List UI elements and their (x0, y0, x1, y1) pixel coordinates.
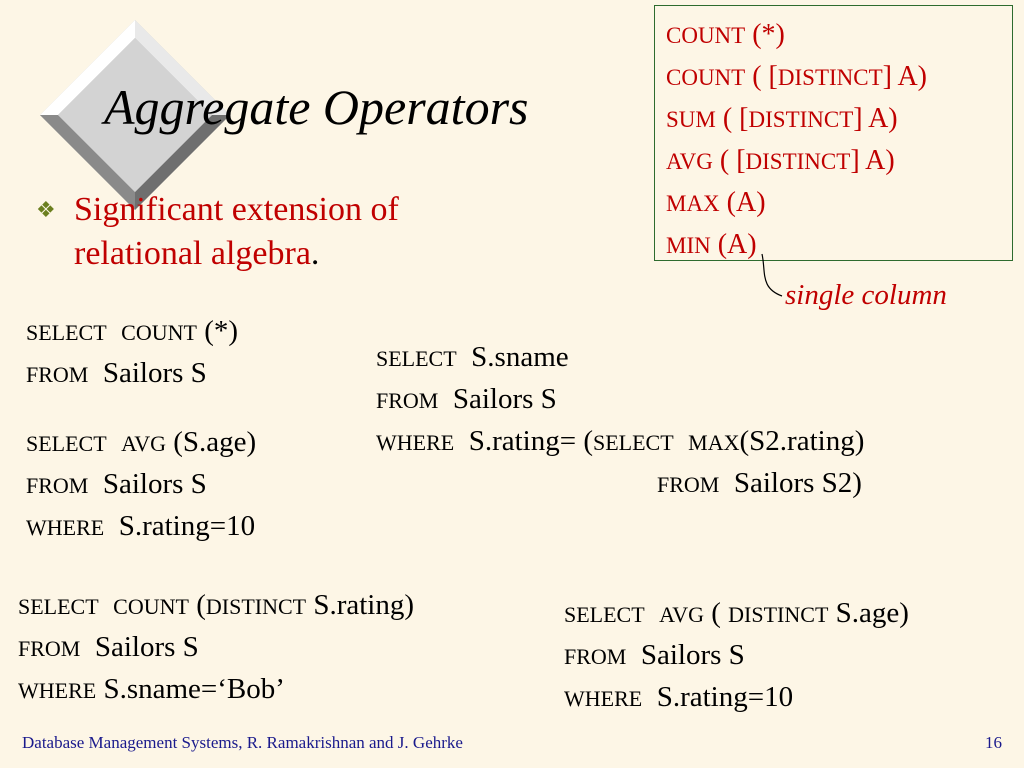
aggregate-count-distinct: COUNT ( [DISTINCT] A) (666, 61, 927, 92)
bullet-line-2-period: . (310, 235, 320, 272)
query-count-distinct: SELECT COUNT (DISTINCT S.rating) FROM Sailors S WHERE S.sname=‘Bob’ (18, 589, 415, 705)
aggregate-functions-box (654, 5, 1013, 261)
page-number: 16 (985, 733, 1002, 752)
aggregate-min: MIN (A) (666, 229, 757, 260)
bullet-text (74, 188, 399, 276)
single-column-callout: single column (785, 279, 947, 311)
bullet-line-1: Significant extension of (74, 191, 399, 228)
query-count-star: SELECT COUNT (*) FROM Sailors S (26, 315, 239, 389)
bullet-line-2 (74, 232, 399, 276)
bullet-line-2-text: relational algebra (74, 235, 311, 272)
query-max-rating-subquery: SELECT S.sname FROM Sailors S WHERE S.rating= (SELECT MAX(S2.rating) FROM Sailors S2) (376, 341, 865, 499)
query-avg-distinct: SELECT AVG ( DISTINCT S.age) FROM Sailors S WHERE S.rating=10 (564, 597, 909, 713)
aggregate-avg: AVG ( [DISTINCT] A) (666, 145, 895, 176)
aggregate-sum: SUM ( [DISTINCT] A) (666, 103, 898, 134)
diamond-bullet-icon: ❖ (36, 197, 56, 222)
slide-title: Aggregate Operators (104, 79, 529, 135)
aggregate-max: MAX (A) (666, 187, 766, 218)
query-avg-age: SELECT AVG (S.age) FROM Sailors S WHERE S.rating=10 (26, 426, 257, 542)
footer-credit: Database Management Systems, R. Ramakrishnan and J. Gehrke (22, 733, 463, 752)
aggregate-count-star: COUNT (*) (666, 19, 785, 50)
